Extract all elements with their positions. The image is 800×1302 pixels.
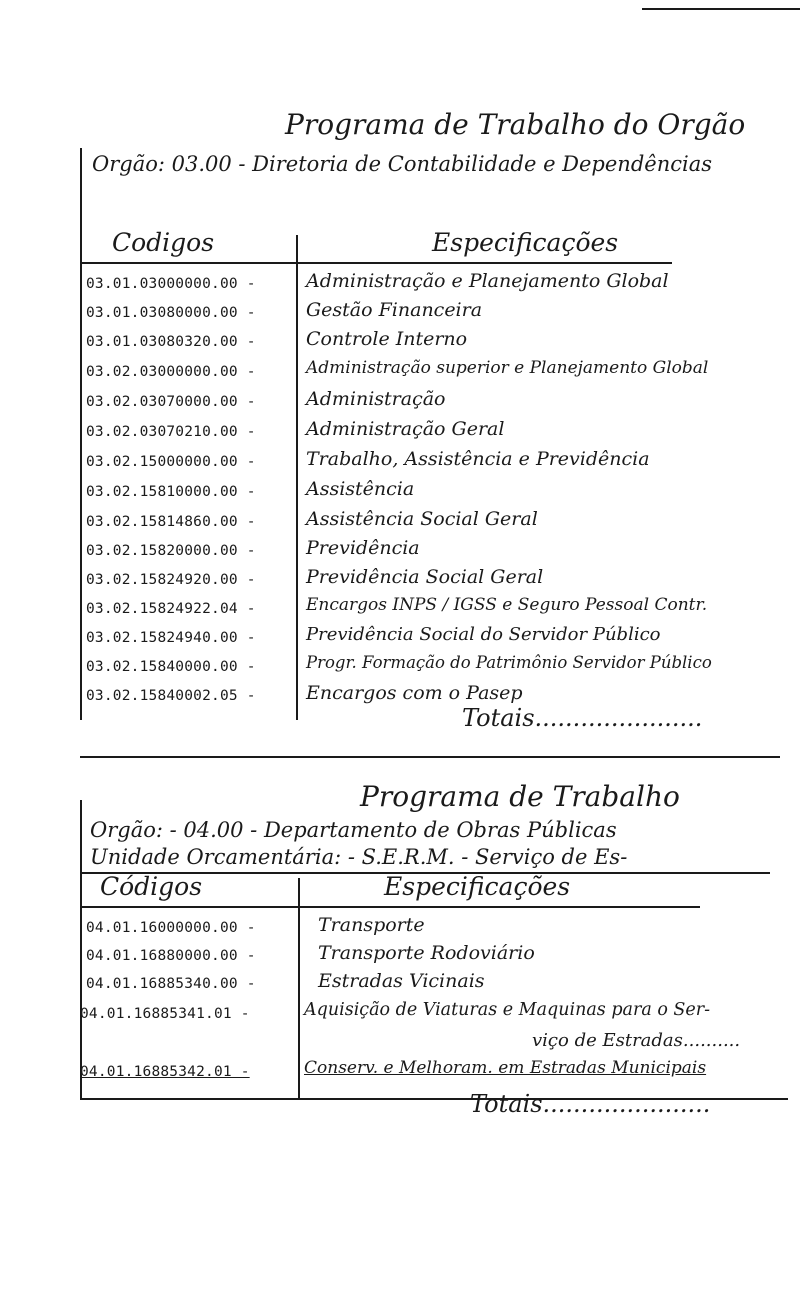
- section2-header-rule: [82, 906, 700, 908]
- section1-header-rule: [82, 262, 672, 264]
- table-row-spec: Previdência Social do Servidor Público: [306, 624, 661, 645]
- section1-subtitle: Orgão: 03.00 - Diretoria de Contabilidade e Dependências: [92, 152, 713, 176]
- section2-totals: Totais......................: [470, 1090, 711, 1118]
- table-row-code: 03.01.03080320.00 -: [86, 334, 256, 350]
- section2-header-codes: Códigos: [100, 872, 203, 901]
- table-row-spec: Administração Geral: [306, 418, 505, 440]
- table-row-spec: Trabalho, Assistência e Previdência: [306, 448, 650, 470]
- table-row-code: 03.02.15824920.00 -: [86, 572, 256, 588]
- table-row-code: 04.01.16885340.00 -: [86, 976, 256, 992]
- section2-left-rule: [80, 800, 82, 1100]
- table-row-code: 03.02.15810000.00 -: [86, 484, 256, 500]
- section1-left-rule: [80, 148, 82, 720]
- table-row-code: 03.02.15840000.00 -: [86, 659, 256, 675]
- top-rule: [642, 8, 800, 10]
- section1-title: Programa de Trabalho do Orgão: [285, 108, 746, 141]
- section1-header-specs: Especificações: [432, 228, 619, 257]
- section1-header-codes: Codigos: [112, 228, 215, 257]
- table-row-spec: Encargos INPS / IGSS e Seguro Pessoal Contr.: [306, 595, 708, 615]
- table-row-spec: Previdência Social Geral: [306, 566, 544, 588]
- table-row-code: 04.01.16885342.01 -: [80, 1064, 250, 1080]
- section-separator: [80, 756, 780, 758]
- section2-header-specs: Especificações: [384, 872, 571, 901]
- section1-totals: Totais......................: [462, 704, 703, 732]
- section2-title: Programa de Trabalho: [360, 780, 680, 813]
- table-row-code: 03.02.15000000.00 -: [86, 454, 256, 470]
- table-row-spec: Transporte Rodoviário: [318, 942, 535, 964]
- section2-subtitle-organ: Orgão: - 04.00 - Departamento de Obras Públicas: [90, 818, 617, 842]
- table-row-spec: Conserv. e Melhoram. em Estradas Municipais: [304, 1058, 707, 1078]
- table-row-spec: Controle Interno: [306, 328, 468, 350]
- table-row-code: 03.01.03000000.00 -: [86, 276, 256, 292]
- table-row-code: 03.02.03070210.00 -: [86, 424, 256, 440]
- section2-subtitle-unit: Unidade Orcamentária: - S.E.R.M. - Serviço de Es-: [90, 845, 628, 869]
- table-row-code: 03.01.03080000.00 -: [86, 305, 256, 321]
- table-row-spec: Assistência: [306, 478, 415, 500]
- table-row-code: 04.01.16885341.01 -: [80, 1006, 250, 1022]
- table-row-spec: Transporte: [318, 914, 425, 936]
- table-row-spec: Administração superior e Planejamento Global: [306, 358, 709, 378]
- table-row-code: 03.02.03070000.00 -: [86, 394, 256, 410]
- table-row-spec-continuation: viço de Estradas..........: [532, 1030, 741, 1051]
- section2-column-divider: [298, 878, 300, 1100]
- table-row-spec: Aquisição de Viaturas e Maquinas para o Ser-: [304, 1000, 711, 1020]
- section1-column-divider: [296, 235, 298, 720]
- table-row-spec: Administração: [306, 388, 446, 410]
- table-row-code: 04.01.16880000.00 -: [86, 948, 256, 964]
- table-row-spec: Gestão Financeira: [306, 299, 483, 321]
- table-row-spec: Encargos com o Pasep: [306, 682, 523, 704]
- table-row-code: 03.02.15824940.00 -: [86, 630, 256, 646]
- table-row-code: 03.02.03000000.00 -: [86, 364, 256, 380]
- table-row-spec: Progr. Formação do Patrimônio Servidor Público: [306, 653, 712, 672]
- table-row-code: 03.02.15840002.05 -: [86, 688, 256, 704]
- table-row-code: 04.01.16000000.00 -: [86, 920, 256, 936]
- table-row-code: 03.02.15814860.00 -: [86, 514, 256, 530]
- table-row-spec: Administração e Planejamento Global: [306, 270, 669, 292]
- table-row-spec: Assistência Social Geral: [306, 508, 538, 530]
- table-row-spec: Previdência: [306, 537, 420, 559]
- table-row-code: 03.02.15820000.00 -: [86, 543, 256, 559]
- table-row-spec: Estradas Vicinais: [318, 970, 485, 992]
- table-row-code: 03.02.15824922.04 -: [86, 601, 256, 617]
